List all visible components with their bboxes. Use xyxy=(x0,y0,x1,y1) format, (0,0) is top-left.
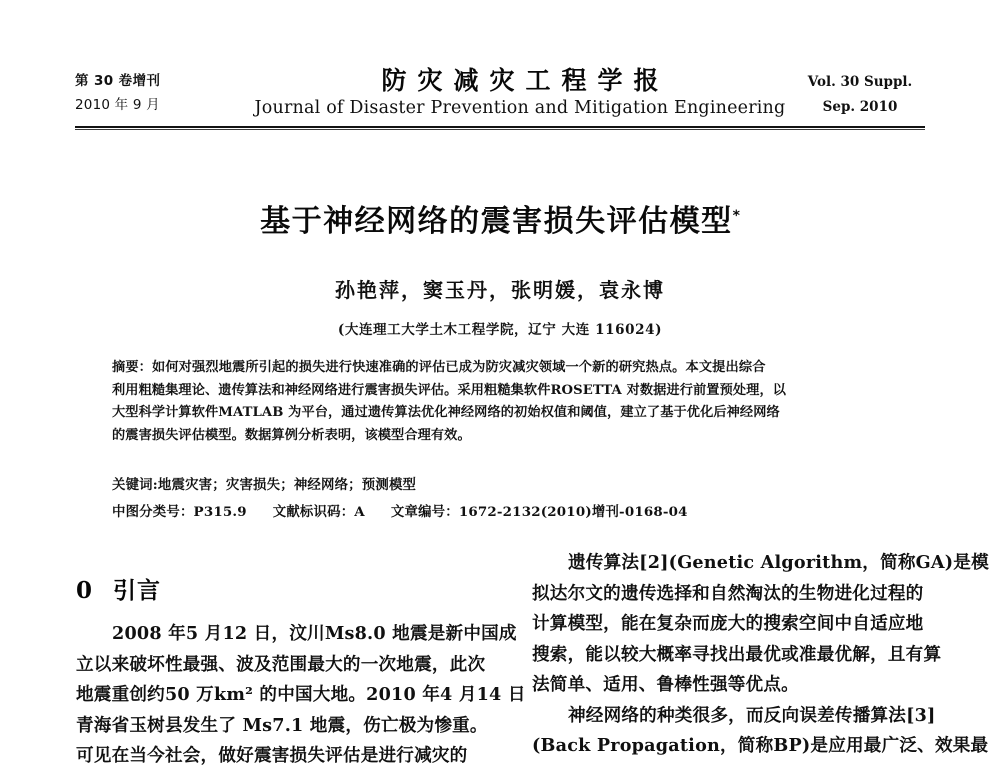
section-heading-introduction xyxy=(76,572,468,605)
body-line-text: 遗传算法[2](Genetic Algorithm，简称GA)是模 xyxy=(568,552,989,573)
body-column-right xyxy=(532,548,989,756)
masthead-right xyxy=(795,70,925,120)
abstract-line: 摘要：如何对强烈地震所引起的损失进行快速准确的评估已成为防灾减灾领域一个新的研究热点。本文提出综合 xyxy=(112,360,766,375)
title-footnote-marker: * xyxy=(732,208,740,224)
document-code-label: 文献标识码： xyxy=(272,504,355,520)
body-line: 法简单、适用、鲁棒性强等优点。 xyxy=(532,674,799,695)
body-line: 立以来破坏性最强、波及范围最大的一次地震，此次 xyxy=(76,653,486,675)
section-number: 0 xyxy=(76,577,94,604)
article-id-value: 1672-2132(2010)增刊-0168-04 xyxy=(458,504,688,520)
keywords-line: 关键词:地震灾害；灾害损失；神经网络；预测模型 xyxy=(112,477,417,493)
volume-issue-text: 第 30 卷增刊 xyxy=(75,73,161,89)
date-label-en: Sep. 2010 xyxy=(822,98,898,115)
header-divider-rule-thin xyxy=(75,129,925,130)
section-title: 引言 xyxy=(113,578,162,604)
masthead-left xyxy=(75,70,245,117)
body-line xyxy=(532,548,989,579)
body-line: 地震重创约50 万km² 的中国大地。2010 年4 月14 日 xyxy=(76,684,526,705)
masthead-center xyxy=(245,66,795,119)
article-id-label: 文章编号： xyxy=(390,504,459,520)
body-column-left xyxy=(76,548,526,766)
abstract-block xyxy=(112,357,902,448)
abstract-line: 的震害损失评估模型。数据算例分析表明，该模型合理有效。 xyxy=(112,428,471,444)
journal-title-cn: 防灾减灾工程学报 xyxy=(381,66,670,95)
volume-label-en: Vol. 30 Suppl. xyxy=(807,74,913,90)
clc-value: P315.9 xyxy=(193,504,247,520)
body-line: (Back Propagation，简称BP)是应用最广泛、效果最 xyxy=(532,735,989,756)
page-title-text: 基于神经网络的震害损失评估模型 xyxy=(260,204,733,239)
author-affiliation: (大连理工大学土木工程学院，辽宁 大连 116024) xyxy=(337,322,663,338)
clc-label: 中图分类号： xyxy=(112,504,194,520)
abstract-line: 大型科学计算软件MATLAB 为平台，通过遗传算法优化神经网络的初始权值和阈值，建立了基于优化后神经网络 xyxy=(112,405,780,421)
body-line: 神经网络的种类很多，而反向误差传播算法[3] xyxy=(568,704,936,726)
body-line: 青海省玉树县发生了 Ms7.1 地震，伤亡极为惨重。 xyxy=(76,714,488,736)
header-divider-rule-thick xyxy=(75,126,925,128)
author-list: 孙艳萍，窦玉丹，张明媛，袁永博 xyxy=(335,278,665,302)
header-divider xyxy=(75,126,925,130)
classification-line xyxy=(112,499,902,526)
masthead xyxy=(75,66,925,120)
body-line: 拟达尔文的遗传选择和自然淘汰的生物进化过程的 xyxy=(532,582,924,604)
keywords-block xyxy=(112,472,902,526)
body-line: 2008 年5 月12 日，汶川Ms8.0 地震是新中国成 xyxy=(112,623,517,644)
document-code-value: A xyxy=(354,504,365,520)
body-line: 可见在当今社会，做好震害损失评估是进行减灾的 xyxy=(76,745,468,766)
journal-title-en: Journal of Disaster Prevention and Mitigation Engineering xyxy=(254,97,786,118)
issue-date-text: 2010 年 9 月 xyxy=(75,96,160,113)
body-line: 搜索，能以较大概率寻找出最优或准最优解，且有算 xyxy=(532,643,942,665)
page-title xyxy=(0,196,1000,240)
abstract-line: 利用粗糙集理论、遗传算法和神经网络进行震害损失评估。采用粗糙集软件ROSETTA 对数据进行前置预处理，以 xyxy=(112,382,787,398)
body-line: 计算模型，能在复杂而庞大的搜索空间中自适应地 xyxy=(532,613,924,634)
